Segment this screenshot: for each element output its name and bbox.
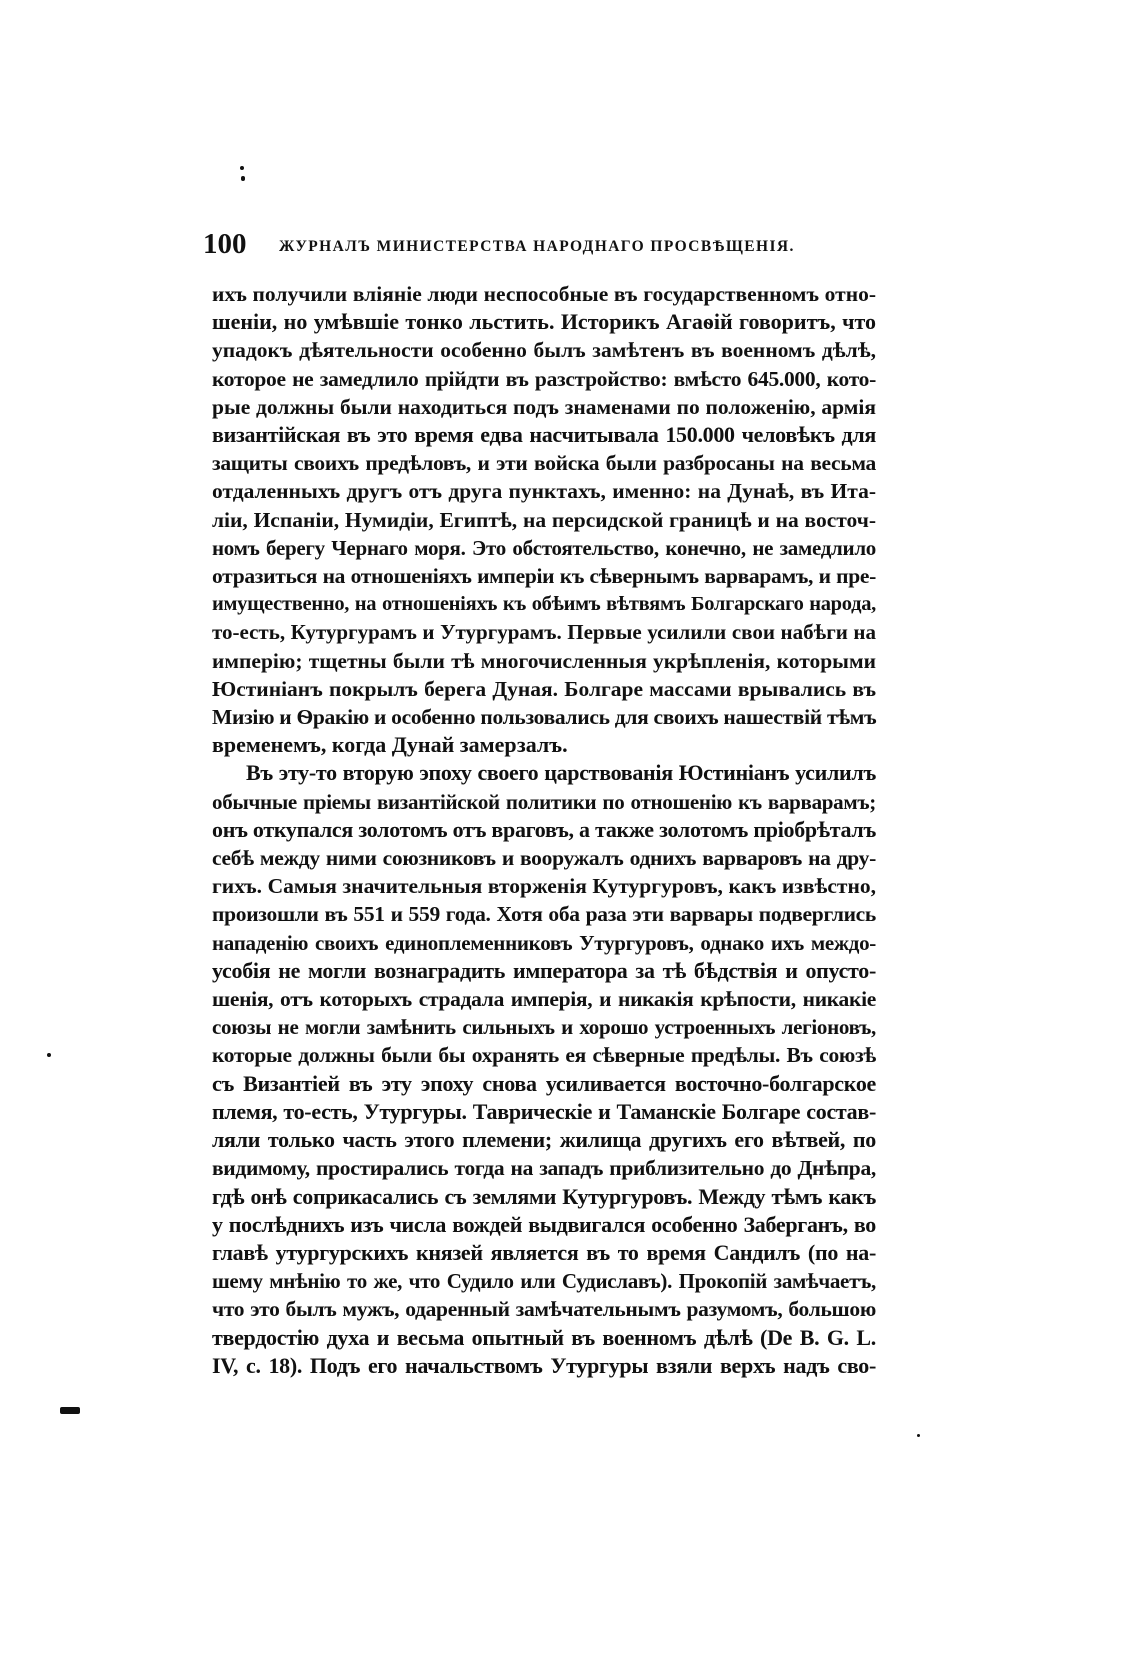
text-line: себѣ между ними союзниковъ и вооружалъ однихъ варваровъ на дру- [212, 846, 876, 871]
text-line: ліи, Испаніи, Нумидіи, Египтѣ, на персидской границѣ и на восточ- [212, 507, 876, 532]
text-line: Юстиніанъ покрылъ берега Дуная. Болгаре массами врывались въ [212, 676, 876, 701]
text-line: племя, то-есть, Утургуры. Таврическіе и Таманскіе Болгаре состав- [212, 1098, 876, 1124]
running-title: ЖУРНАЛЪ МИНИСТЕРСТВА НАРОДНАГО ПРОСВѢЩЕНІЯ. [279, 238, 795, 255]
text-line: онъ откупался золотомъ отъ враговъ, а также золотомъ пріобрѣталъ [212, 816, 876, 842]
text-line: номъ берегу Чернаго моря. Это обстоятельство, конечно, не замедлило [212, 535, 876, 560]
text-line: упадокъ дѣятельности особенно былъ замѣтенъ въ военномъ дѣлѣ, [212, 338, 876, 363]
text-line: которое не замедлило прійдти въ разстройство: вмѣсто 645.000, кото- [212, 366, 876, 391]
text-line: которые должны были бы охранять ея сѣверные предѣлы. Въ союзѣ [212, 1043, 876, 1068]
scan-speck-top-2 [241, 176, 245, 181]
text-line: видимому, простирались тогда на западъ приблизительно до Днѣпра, [212, 1156, 876, 1181]
scan-speck-bottom [917, 1434, 920, 1437]
text-line: IV, c. 18). Подъ его начальствомъ Утургуры взяли верхъ надъ сво- [212, 1352, 876, 1378]
text-line: союзы не могли замѣнить сильныхъ и хорошо устроенныхъ легіоновъ, [212, 1015, 876, 1040]
text-line: защиты своихъ предѣловъ, и эти войска были разбросаны на весьма [212, 451, 876, 476]
text-line: имущественно, на отношеніяхъ къ обѣимъ вѣтвямъ Болгарскаго народа, [212, 593, 876, 616]
text-line: Мизію и Ѳракію и особенно пользовались для своихъ нашествій тѣмъ [212, 705, 877, 730]
text-line: обычные пріемы византійской политики по отношенію къ варварамъ; [212, 789, 876, 814]
text-line: ляли только часть этого племени; жилища другихъ его вѣтвей, по [212, 1127, 876, 1153]
scan-mark-left [60, 1407, 80, 1414]
text-line: произошли въ 551 и 559 года. Хотя оба раза эти варвары подверглись [212, 902, 876, 927]
scan-speck-top [240, 166, 244, 170]
text-line: отразиться на отношеніяхъ имперіи къ сѣвернымъ варварамъ, и пре- [212, 564, 876, 589]
text-line: ихъ получили вліяніе люди неспособные въ государственномъ отно- [212, 282, 876, 306]
text-line: усобія не могли вознаградить императора за тѣ бѣдствія и опусто- [212, 957, 876, 983]
text-line: отдаленныхъ другъ отъ друга пунктахъ, именно: на Дунаѣ, въ Ита- [212, 479, 876, 504]
text-line: шему мнѣнію то же, что Судило или Судиславъ). Прокопій замѣчаетъ, [212, 1269, 876, 1294]
page-number: 100 [203, 228, 247, 260]
text-line: шенія, отъ которыхъ страдала имперія, и никакія крѣпости, никакіе [212, 987, 876, 1012]
page-header [203, 226, 875, 266]
text-line: временемъ, когда Дунай замерзалъ. [212, 732, 568, 758]
text-line: нападенію своихъ единоплеменниковъ Утургуровъ, однако ихъ междо- [212, 930, 876, 955]
text-line: что это былъ мужъ, одаренный замѣчательнымъ разумомъ, большою [212, 1297, 876, 1322]
scan-speck-left [47, 1053, 51, 1057]
text-line: у послѣднихъ изъ числа вождей выдвигался особенно Заберганъ, во [212, 1211, 876, 1237]
page-body [212, 280, 876, 1380]
text-line: гдѣ онѣ соприкасались съ землями Кутургуровъ. Между тѣмъ какъ [212, 1183, 876, 1209]
text-line: твердостію духа и весьма опытный въ военномъ дѣлѣ (De B. G. L. [212, 1324, 876, 1350]
text-line: то-есть, Кутургурамъ и Утургурамъ. Первые усилили свои набѣги на [212, 620, 876, 645]
text-line: византійская въ это время едва насчитывала 150.000 человѣкъ для [212, 422, 876, 448]
text-line: имперію; тщетны были тѣ многочисленныя укрѣпленія, которыми [212, 648, 876, 673]
paragraph-1 [212, 280, 876, 759]
text-line: съ Византіей въ эту эпоху снова усиливается восточно-болгарское [212, 1070, 876, 1096]
text-line: главѣ утургурскихъ князей является въ то время Сандилъ (по на- [212, 1239, 876, 1265]
text-line: Въ эту-то вторую эпоху своего царствованія Юстиніанъ усилилъ [246, 760, 876, 786]
text-line: гихъ. Самыя значительныя вторженія Кутургуровъ, какъ извѣстно, [212, 874, 876, 899]
text-line: шеніи, но умѣвшіе тонко льстить. Историкъ Агаѳій говоритъ, что [212, 309, 876, 335]
text-line: рые должны были находиться подъ знаменами по положенію, армія [212, 394, 876, 419]
paragraph-2 [212, 759, 876, 1379]
